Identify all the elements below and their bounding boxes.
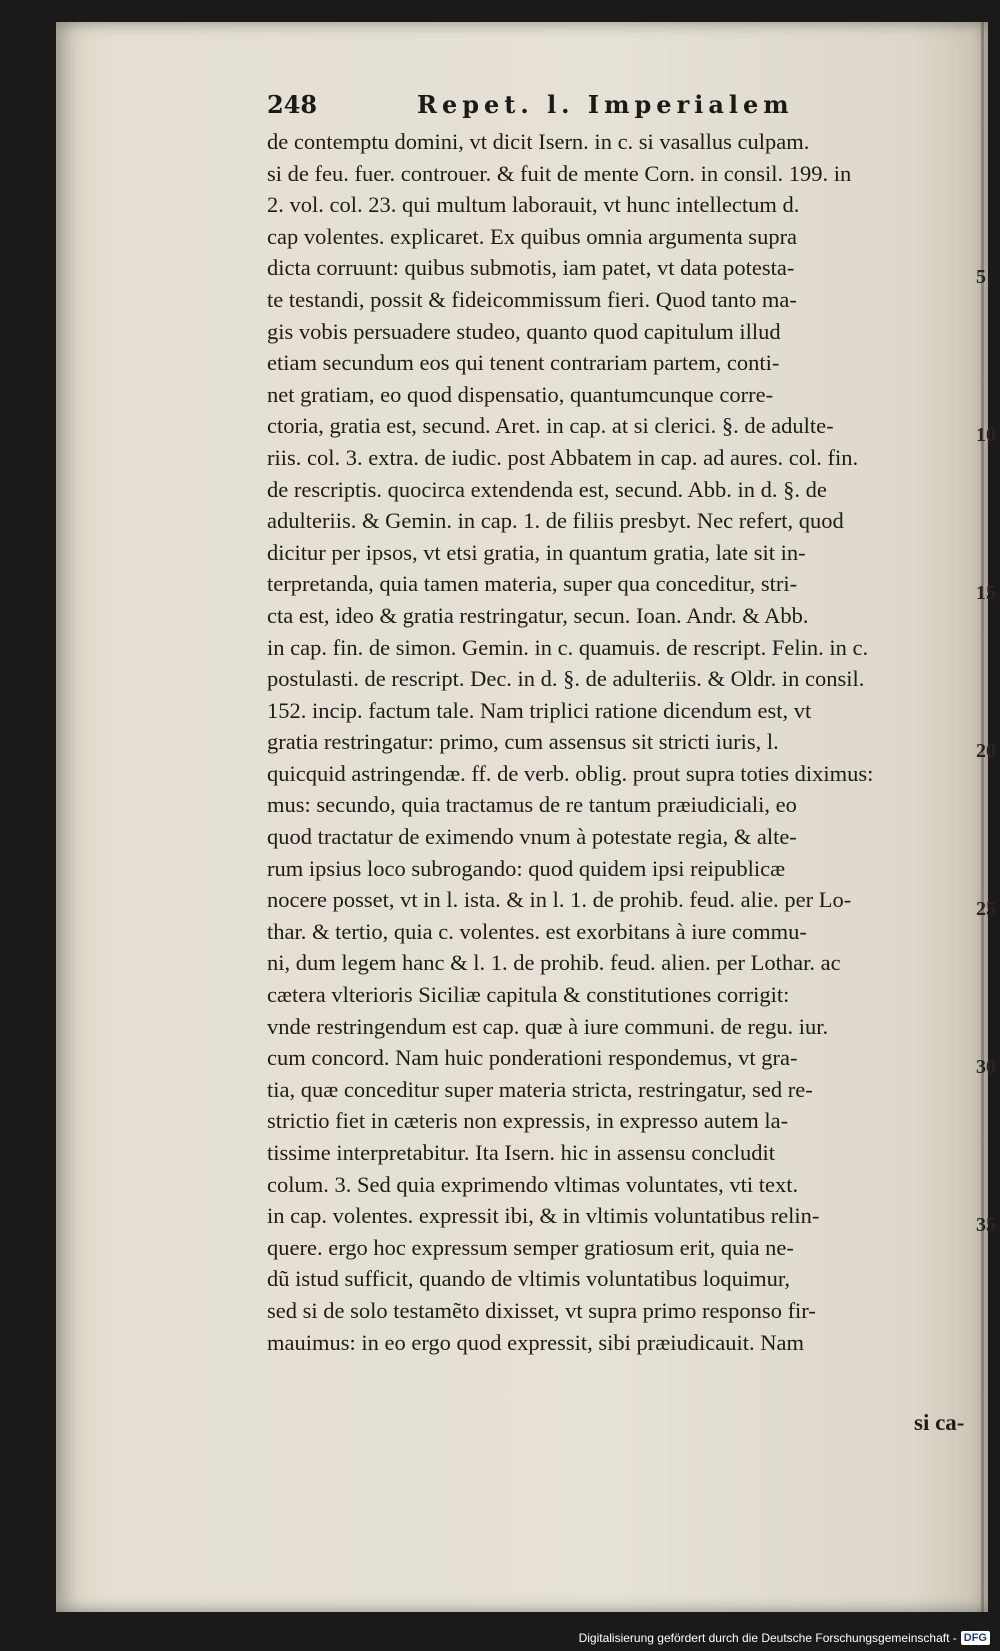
text-line: etiam secundum eos qui tenent contrariam partem, conti- [267,350,780,376]
text-line: gratia restringatur: primo, cum assensus sit stricti iuris, l. [267,729,779,755]
text-line: riis. col. 3. extra. de iudic. post Abbatem in cap. ad aures. col. fin. [267,444,859,470]
line-number-35: 35 [976,1214,996,1236]
text-line: net gratiam, eo quod dispensatio, quantumcunque corre- [267,381,774,407]
text-line: tia, quæ conceditur super materia stricta, restringatur, sed re- [267,1076,813,1102]
text-line: quod tractatur de eximendo vnum à potestate regia, & alte- [267,824,797,850]
text-line: ctoria, gratia est, secund. Aret. in cap. at si clerici. §. de adulte- [267,413,834,439]
credit-text: Digitalisierung gefördert durch die Deutsche Forschungsgemeinschaft - [578,1631,957,1645]
text-line: gis vobis persuadere studeo, quanto quod capitulum illud [267,318,781,344]
dfg-logo-icon: DFG [961,1631,990,1645]
text-line: sed si de solo testamẽto dixisset, vt supra primo responso fir- [267,1297,816,1323]
line-number-20: 20 [976,740,996,762]
text-line: vnde restringendum est cap. quæ à iure communi. de regu. iur. [267,1013,829,1039]
line-number-25: 25 [976,898,996,920]
page-header [212,88,972,120]
line-number-15: 15 [976,582,996,604]
text-line: ni, dum legem hanc & l. 1. de prohib. feud. alien. per Lothar. ac [267,950,841,976]
text-line: postulasti. de rescript. Dec. in d. §. de adulteriis. & Oldr. in consil. [267,666,865,692]
text-line: de contemptu domini, vt dicit Isern. in c. si vasallus culpam. [267,129,810,154]
text-line: te testandi, possit & fideicommissum fieri. Quod tanto ma- [267,286,797,312]
text-line: quere. ergo hoc expressum semper gratiosum erit, quia ne- [267,1234,794,1260]
line-number-10: 10 [976,424,996,446]
text-line: dicitur per ipsos, vt etsi gratia, in quantum gratia, late sit in- [267,539,806,565]
catchword: si ca- [914,1410,965,1435]
page-number: 248 [267,90,318,119]
text-line: si de feu. fuer. controuer. & fuit de mente Corn. in consil. 199. in [267,160,852,186]
text-line: de rescriptis. quocirca extendenda est, secund. Abb. in d. §. de [267,476,827,502]
text-line: cap volentes. explicaret. Ex quibus omnia argumenta supra [267,223,798,249]
text-line: thar. & tertio, quia c. volentes. est exorbitans à iure commu- [267,918,807,944]
line-number-30: 30 [976,1056,996,1078]
text-line: colum. 3. Sed quia exprimendo vltimas voluntates, vti text. [267,1171,799,1197]
text-line: quicquid astringendæ. ff. de verb. oblig. prout supra toties diximus: [267,760,874,786]
text-line: strictio fiet in cæteris non expressis, in expresso autem la- [267,1108,789,1134]
text-line: nocere posset, vt in l. ista. & in l. 1. de prohib. feud. alie. per Lo- [267,887,852,913]
line-number-5: 5 [976,266,986,288]
text-line: in cap. fin. de simon. Gemin. in c. quamuis. de rescript. Felin. in c. [267,634,869,660]
text-line: dicta corruunt: quibus submotis, iam patet, vt data potesta- [267,255,795,281]
running-head: Repet. l. Imperialem [417,90,794,119]
text-line: cum concord. Nam huic ponderationi respondemus, vt gra- [267,1045,798,1071]
text-line: dũ istud sufficit, quando de vltimis voluntatibus loquimur, [267,1266,791,1292]
text-line: in cap. volentes. expressit ibi, & in vltimis voluntatibus relin- [267,1203,820,1229]
text-line: rum ipsius loco subrogando: quod quidem ipsi reipublicæ [267,855,786,881]
text-line: mus: secundo, quia tractamus de re tantum præiudiciali, eo [267,792,797,818]
text-line: adulteriis. & Gemin. in cap. 1. de filiis presbyt. Nec refert, quod [267,508,844,534]
digitization-credit [579,1627,990,1649]
text-line: cætera vlterioris Siciliæ capitula & constitutiones corrigit: [267,982,790,1008]
body-text [267,126,979,1358]
text-line: 2. vol. col. 23. qui multum laborauit, vt hunc intellectum d. [267,192,800,218]
text-line: cta est, ideo & gratia restringatur, secun. Ioan. Andr. & Abb. [267,602,809,628]
text-line: 152. incip. factum tale. Nam triplici ratione dicendum est, vt [267,697,812,723]
text-line: terpretanda, quia tamen materia, super qua conceditur, stri- [267,571,798,597]
text-line: tissime interpretabitur. Ita Isern. hic in assensu concludit [267,1140,775,1165]
text-line: mauimus: in eo ergo quod expressit, sibi præiudicauit. Nam [267,1329,805,1355]
